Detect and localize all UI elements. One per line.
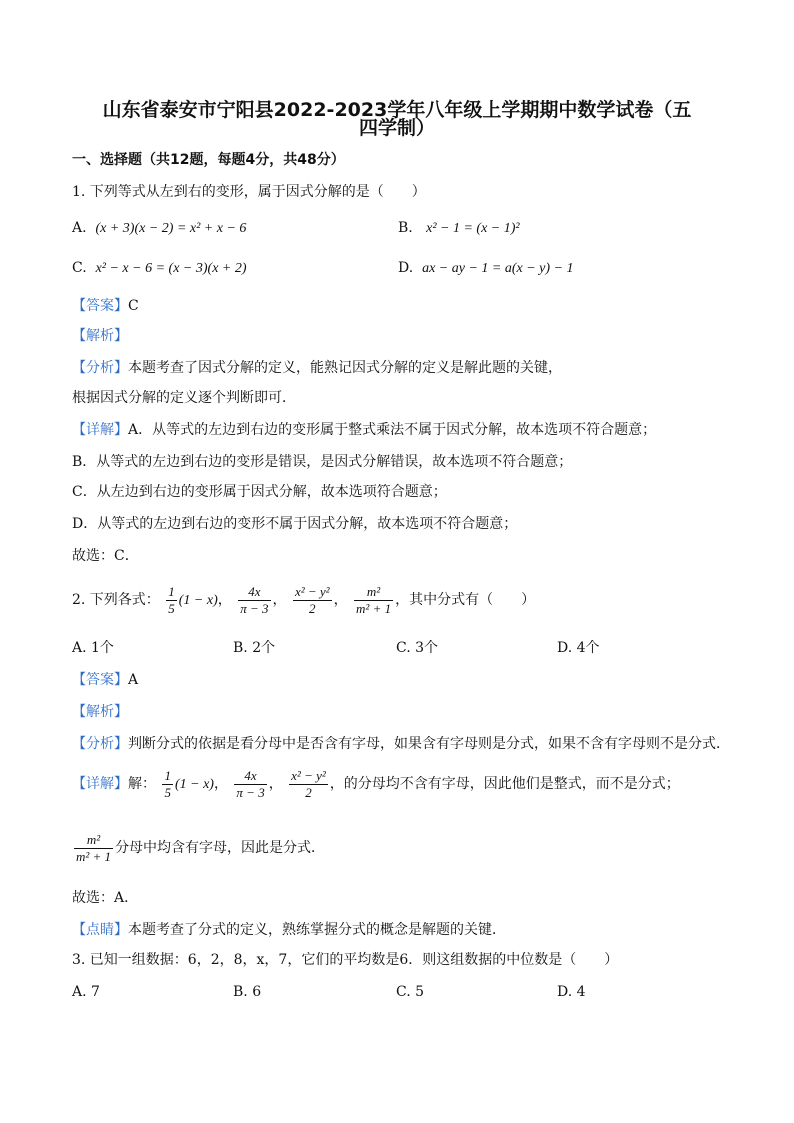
q1-fenxi-2: 根据因式分解的定义逐个判断即可．	[72, 390, 296, 406]
detail-tag: 【详解】	[72, 422, 128, 438]
q1-a-math: (x + 3)(x − 2) = x² + x − 6	[95, 221, 247, 236]
detail-fraction-2: $\frac{4x}{\pi - 3}$	[236, 767, 265, 800]
answer-tag: 【答案】	[72, 672, 128, 688]
detail-tag: 【详解】	[72, 776, 128, 792]
answer-tag: 【答案】	[72, 298, 128, 314]
detail-fraction-4: $\frac{\text{m²}}{\text{m² + 1}}$	[76, 831, 112, 864]
q2-option-b: B. 2个	[233, 640, 276, 656]
q1-c-math: x² − x − 6 = (x − 3)(x + 2)	[95, 261, 247, 276]
q1-stem: 1. 下列等式从左到右的变形，属于因式分解的是（ ）	[72, 184, 426, 200]
answer-value: A	[128, 672, 139, 688]
q2-option-c: C. 3个	[396, 640, 439, 656]
q1-detail-a	[72, 420, 656, 440]
q2-analysis-tag: 【解析】	[72, 704, 128, 720]
q1-b-label: B.	[398, 220, 413, 236]
q1-b-math: x² − 1 = (x − 1)²	[426, 221, 520, 236]
fraction-1-tail: (1 − x)	[178, 593, 218, 608]
q2-option-d: D. 4个	[557, 640, 600, 656]
detail-2-text: 分母中均含有字母，因此是分式．	[115, 840, 326, 856]
q1-option-b	[398, 218, 520, 239]
q3-option-d: D. 4	[557, 984, 586, 1000]
detail-fraction-1-tail: (1 − x)	[174, 777, 214, 792]
fraction-2: $\frac{4x}{\pi - 3}$	[240, 583, 269, 616]
q1-d-label: D.	[398, 260, 414, 276]
q2-stem-prefix: 2. 下列各式：	[72, 592, 160, 608]
detail-prefix: 解：	[128, 776, 156, 792]
q1-detail-b: B．从等式的左边到右边的变形是错误，是因式分解错误，故本选项不符合题意；	[72, 454, 573, 470]
q3-option-b: B. 6	[233, 984, 262, 1000]
q1-option-c	[72, 258, 247, 279]
q1-c-label: C.	[72, 260, 87, 276]
q1-a-label: A.	[72, 220, 87, 236]
q1-detail-c: C．从左边到右边的变形属于因式分解，故本选项符合题意；	[72, 484, 447, 500]
fenxi-tag: 【分析】	[72, 736, 128, 752]
q1-option-a	[72, 218, 246, 239]
q3-option-a: A. 7	[72, 984, 100, 1000]
fenxi-text: 本题考查了因式分解的定义，能熟记因式分解的定义是解此题的关键，	[128, 360, 562, 376]
fraction-4: $\frac{\text{m²}}{\text{m² + 1}}$	[356, 583, 392, 616]
fenxi-text: 判断分式的依据是看分母中是否含有字母，如果含有字母则是分式，如果不含有字母则不是分式．	[128, 736, 730, 752]
q2-dianjing	[72, 920, 506, 940]
detail-mid-text: ，的分母均不含有字母，因此他们是整式，而不是分式；	[329, 776, 680, 792]
q2-stem-suffix: ，其中分式有（ ）	[395, 592, 536, 608]
q3-option-c: C. 5	[396, 984, 425, 1000]
detail-fraction-1: $\frac{1}{5}$	[164, 767, 171, 800]
q2-fenxi	[72, 734, 730, 754]
paper-title-line2: 四学制）	[358, 117, 435, 139]
dianjing-text: 本题考查了分式的定义，熟练掌握分式的概念是解题的关键．	[128, 922, 506, 938]
section-heading: 一、选择题（共12题，每题4分，共48分）	[72, 152, 345, 168]
q1-answer	[72, 296, 139, 316]
q1-option-d	[398, 258, 574, 279]
dianjing-tag: 【点睛】	[72, 922, 128, 938]
q1-fenxi	[72, 358, 562, 378]
q1-choose: 故选：C．	[72, 548, 139, 564]
detail-fraction-3: $\frac{\text{x² − y²}}{2}$	[291, 767, 326, 800]
q2-answer	[72, 670, 138, 690]
q3-stem: 3. 已知一组数据：6，2，8，x，7，它们的平均数是6．则这组数据的中位数是（ ）	[72, 952, 619, 968]
q2-choose: 故选：A．	[72, 890, 139, 906]
detail-text: A．从等式的左边到右边的变形属于整式乘法不属于因式分解，故本选项不符合题意；	[128, 422, 657, 438]
q2-option-a: A. 1个	[72, 640, 114, 656]
paper-title-line1: 山东省泰安市宁阳县2022-2023学年八年级上学期期中数学试卷（五	[102, 99, 692, 121]
fraction-1: $\frac{1}{5}$	[168, 583, 175, 616]
q1-detail-d: D．从等式的左边到右边的变形不属于因式分解，故本选项不符合题意；	[72, 516, 518, 532]
q1-analysis-tag: 【解析】	[72, 328, 128, 344]
fraction-3: $\frac{\text{x² − y²}}{2}$	[294, 583, 330, 616]
q2-stem: 2. 下列各式： $\frac{1}{5}$ (1 − x)， $\frac{4x}{\pi - 3}$ ， $\frac{\text{x² − y²}}{2}$ ， $\frac{\text{m²}}{\text{m² + 1}}$ ，其中分式有（ ）	[72, 583, 536, 616]
answer-value: C	[128, 298, 139, 314]
q1-d-math: ax − ay − 1 = a(x − y) − 1	[422, 261, 574, 276]
q2-detail-2	[72, 830, 325, 866]
fenxi-tag: 【分析】	[72, 360, 128, 376]
q2-detail: 【详解】解： $\frac{1}{5}$ (1 − x)， $\frac{4x}{\pi - 3}$ ， $\frac{\text{x² − y²}}{2}$ ，的分母均不含有字母，因此他们是整式，而不是分式；	[72, 767, 680, 800]
